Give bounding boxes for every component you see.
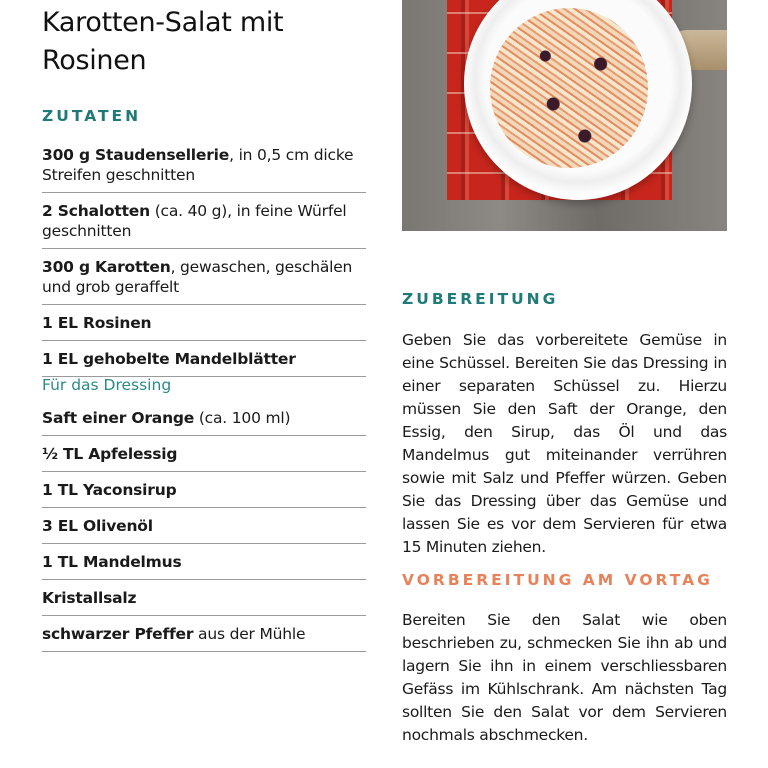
ingredient-amount: Saft einer Orange <box>42 409 195 427</box>
dressing-item <box>42 514 366 544</box>
ingredient-amount: 300 g Karotten <box>42 258 171 276</box>
ingredient-list <box>42 143 366 383</box>
ingredient-amount: 3 EL Olivenöl <box>42 517 153 535</box>
ingredient-note: (ca. 100 ml) <box>194 409 291 427</box>
preparation-text: Geben Sie das vorbereitete Gemüse in eine Schüssel. Bereiten Sie das Dressing in einer separaten Schüssel zu. Hierzu müssen Sie den Saft der Orange, den Essig, den Sirup, das Öl und das Mandelmus gut miteinander verrühren sowie mit Salz und Pfeffer würzen. Geben Sie das Dressing über das Gemüse und lassen Sie es vor dem Servieren für etwa 15 Minuten ziehen. <box>402 331 727 556</box>
dressing-item <box>42 550 366 580</box>
ingredient-note: , gewaschen, geschälen und grob geraffelt <box>42 258 353 296</box>
ingredient-item <box>42 311 366 341</box>
ingredient-amount: schwarzer Pfeffer <box>42 625 194 643</box>
ingredient-item <box>42 143 366 193</box>
ingredient-amount: Kristallsalz <box>42 589 137 607</box>
ingredient-item <box>42 199 366 249</box>
title-line-1: Karotten-Salat mit <box>42 7 284 38</box>
dressing-item <box>42 622 366 652</box>
ingredient-amount: 1 TL Mandelmus <box>42 553 182 571</box>
ingredient-amount: 1 EL gehobelte Mandelblätter <box>42 350 296 368</box>
ingredient-note: aus der Mühle <box>193 625 306 643</box>
ingredient-note: , in 0,5 cm dicke Streifen geschnitten <box>42 146 354 184</box>
ingredient-amount: ½ TL Apfelessig <box>42 445 178 463</box>
dressing-item <box>42 442 366 472</box>
preparation-heading: ZUBEREITUNG <box>402 290 559 308</box>
title-line-2: Rosinen <box>42 45 147 76</box>
recipe-title <box>42 4 372 80</box>
dressing-list <box>42 406 366 658</box>
day-before-heading: VORBEREITUNG AM VORTAG <box>402 571 713 589</box>
ingredient-amount: 300 g Staudensellerie <box>42 146 230 164</box>
ingredient-note: (ca. 40 g), in feine Würfel geschnitten <box>42 202 347 240</box>
ingredient-item <box>42 347 366 377</box>
ingredient-amount: 1 TL Yaconsirup <box>42 481 177 499</box>
salad-photo <box>402 0 727 231</box>
dressing-item <box>42 406 366 436</box>
day-before-text: Bereiten Sie den Salat wie oben beschrieben zu, schmecken Sie ihn ab und lagern Sie ihn in einem verschliessbaren Gefäss im Kühlschrank. Am nächsten Tag sollten Sie den Salat vor dem Servieren nochmals abschmecken. <box>402 611 727 744</box>
salad-shape <box>490 8 648 168</box>
ingredient-amount: 1 EL Rosinen <box>42 314 152 332</box>
ingredient-amount: 2 Schalotten <box>42 202 150 220</box>
dressing-subheading: Für das Dressing <box>42 376 172 394</box>
ingredient-item <box>42 255 366 305</box>
dressing-item <box>42 478 366 508</box>
ingredients-heading: ZUTATEN <box>42 107 142 125</box>
dressing-item <box>42 586 366 616</box>
